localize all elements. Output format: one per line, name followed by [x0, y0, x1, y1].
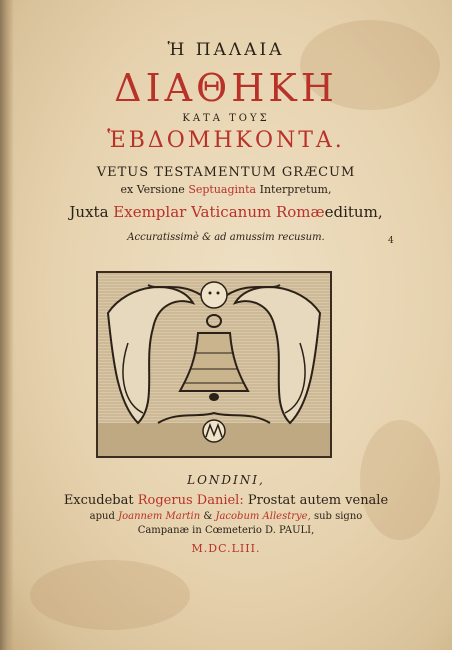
greek-title-diatheke: ΔΙΑΘΗΚΗ	[114, 66, 338, 110]
bell-body	[180, 333, 248, 391]
latin-title: VETUS TESTAMENTUM GRÆCUM	[96, 165, 356, 180]
imprint-seller1: Joannem Martin	[118, 511, 201, 522]
greek-title-kata-tous: ΚΑΤΑ ΤΟΥΣ	[182, 113, 270, 124]
imprint-city: LONDINI,	[187, 473, 265, 487]
imprint-printer-line	[0, 493, 452, 508]
paper-stain	[30, 560, 190, 630]
exemplar-vaticanum: Exemplar Vaticanum Romæ	[113, 203, 325, 221]
monogram-medallion	[203, 420, 225, 442]
margin-mark: 4	[388, 236, 394, 246]
version-post: Interpretum,	[259, 183, 332, 196]
imprint-amp: &	[203, 511, 213, 522]
imprint-year: M.DC.LIII.	[191, 542, 261, 555]
imprint-apud: apud	[89, 511, 115, 522]
bell-device-illustration	[98, 273, 330, 456]
cherub-eye	[209, 292, 212, 295]
right-scroll	[235, 287, 320, 423]
version-line	[0, 183, 452, 196]
imprint-sellers-line	[0, 511, 452, 522]
greek-title-line1: Ἡ ΠΑΛΑΙΑ	[167, 40, 285, 60]
printers-device-engraving	[96, 271, 332, 458]
bell-crown	[207, 315, 221, 327]
left-scroll	[108, 287, 193, 423]
exemplar-editum: editum,	[324, 203, 383, 221]
accuracy-line: Accuratissimè & ad amussim recusum.	[127, 232, 325, 243]
imprint-excudebat: Excudebat	[63, 493, 134, 508]
version-pre: ex Versione	[120, 183, 185, 196]
cherub-eye	[217, 292, 220, 295]
exemplar-line	[0, 203, 452, 221]
imprint-seller2: Jacobum Allestrye,	[215, 511, 311, 522]
imprint-prostat: Prostat autem venale	[247, 493, 389, 508]
exemplar-juxta: Juxta	[69, 203, 109, 221]
greek-title-hebdomekonta: ἙΒΔΟΜΗΚΟΝΤΑ.	[107, 128, 345, 153]
imprint-printer: Rogerus Daniel:	[137, 493, 244, 508]
bell-clapper	[209, 393, 219, 401]
imprint-location: Campanæ in Cœmeterio D. PAULI,	[137, 525, 315, 536]
cherub-head	[201, 282, 227, 308]
imprint-sub-signo: sub signo	[313, 511, 363, 522]
version-septuaginta: Septuaginta	[188, 183, 257, 196]
